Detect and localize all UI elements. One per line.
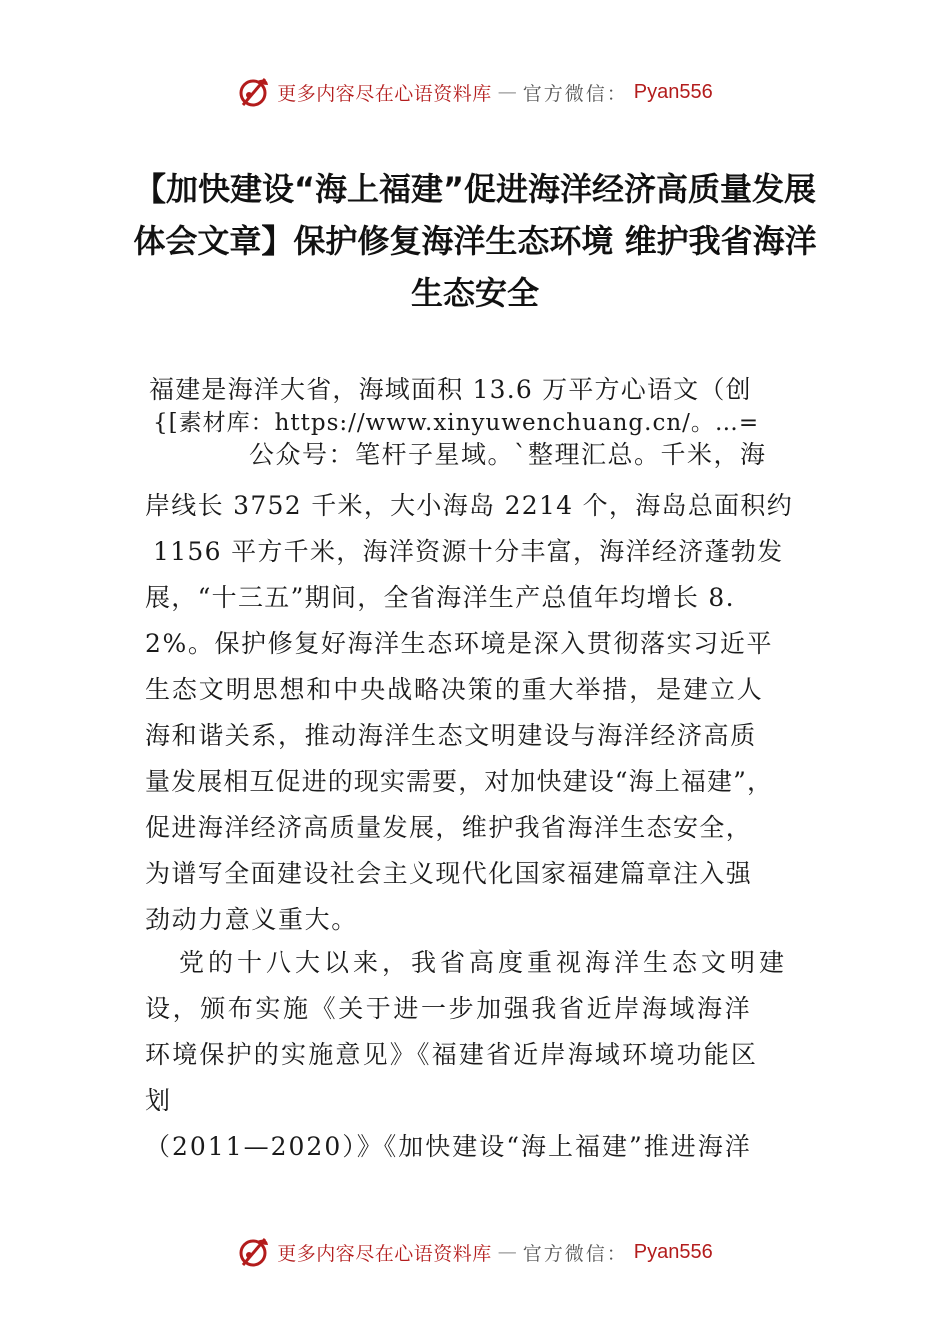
header-watermark-banner — [0, 72, 950, 112]
paragraph-line: {[素材库：https://www.xinyuwenchuang.cn/。…= — [153, 410, 760, 436]
document-title: 【加快建设“海上福建”促进海洋经济高质量发展体会文章】保护修复海洋生态环境 维护我省海洋生态安全 — [133, 170, 817, 312]
paragraph-line: （2011—2020）》《加快建设“海上福建”推进海洋 — [145, 1132, 752, 1161]
paragraph-line: 展，“十三五”期间，全省海洋生产总值年均增长 8. — [145, 583, 735, 612]
paragraph-line: 1156 平方千米，海洋资源十分丰富，海洋经济蓬勃发 — [153, 537, 784, 566]
paragraph-line: 公众号：笔杆子星域。`整理汇总。千米，海 — [249, 440, 767, 469]
paragraph-line: 党的十八大以来，我省高度重视海洋生态文明建 — [179, 948, 789, 977]
paragraph-line: 福建是海洋大省，海域面积 13.6 万平方心语文（创 — [149, 375, 752, 404]
quill-logo-icon — [237, 75, 271, 109]
watermark-site-text: 更多内容尽在心语资料库 — [277, 82, 492, 105]
paragraph-line: 量发展相互促进的现实需要，对加快建设“海上福建”， — [145, 767, 774, 796]
watermark-separator: — — [497, 81, 517, 103]
paragraph-line: 劲动力意义重大。 — [145, 905, 358, 934]
paragraph-2 — [145, 940, 807, 1170]
watermark-wechat-id: Pyan556 — [633, 1240, 713, 1263]
watermark-site-text: 更多内容尽在心语资料库 — [277, 1242, 492, 1265]
paragraph-line: 岸线长 3752 千米，大小海岛 2214 个，海岛总面积约 — [145, 491, 794, 520]
paragraph-line: 海和谐关系，推动海洋生态文明建设与海洋经济高质 — [145, 721, 757, 750]
watermark-wechat-label: 官方微信： — [522, 1242, 628, 1265]
watermark-wechat-id: Pyan556 — [633, 80, 713, 103]
footer-watermark-banner — [0, 1232, 950, 1272]
paragraph-line: 促进海洋经济高质量发展，维护我省海洋生态安全， — [145, 813, 753, 842]
paragraph-line: 2%。保护修复好海洋生态环境是深入贯彻落实习近平 — [145, 629, 774, 658]
paragraph-line: 划 — [145, 1086, 172, 1115]
quill-logo-icon — [237, 1235, 271, 1269]
paragraph-line: 为谱写全面建设社会主义现代化国家福建篇章注入强 — [145, 859, 753, 888]
watermark-wechat-label: 官方微信： — [522, 82, 628, 105]
paragraph-line: 环境保护的实施意见》《福建省近岸海域环境功能区 — [145, 1040, 759, 1069]
paragraph-1 — [145, 367, 807, 943]
paragraph-line: 生态文明思想和中央战略决策的重大举措，是建立人 — [145, 675, 764, 704]
watermark-separator: — — [497, 1241, 517, 1263]
paragraph-line: 设，颁布实施《关于进一步加强我省近岸海域海洋 — [145, 994, 753, 1023]
